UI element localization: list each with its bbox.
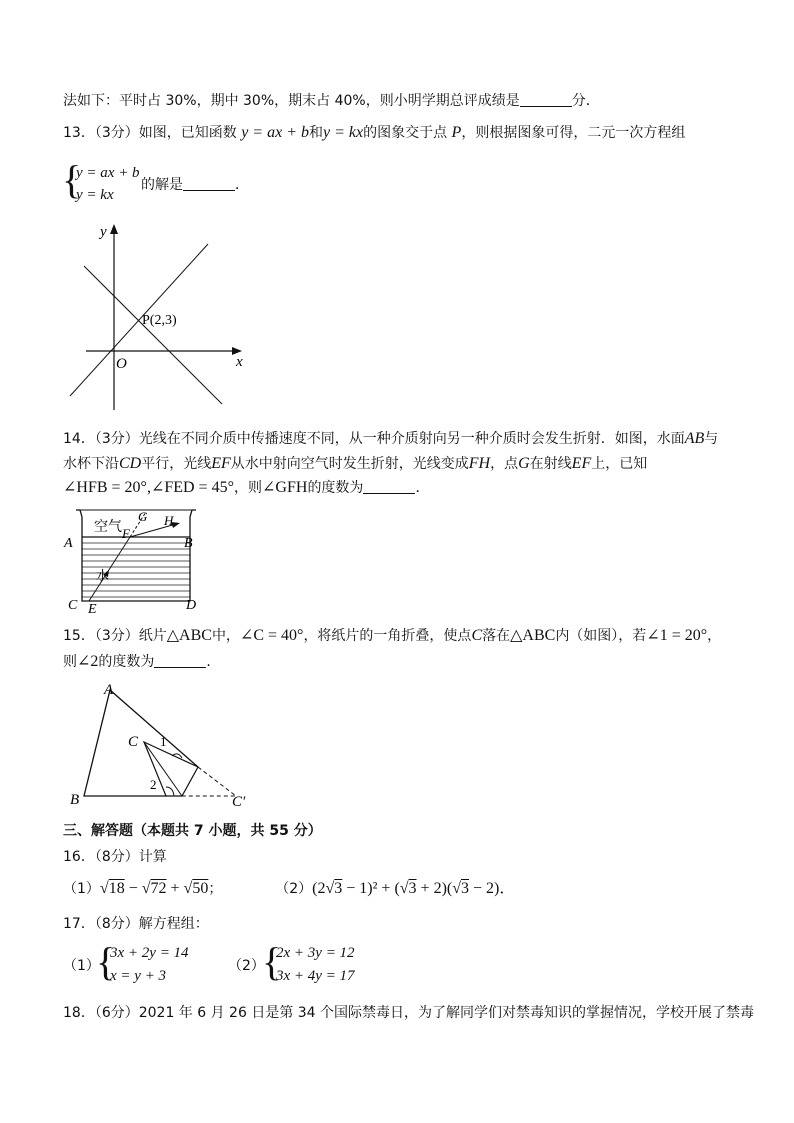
y-label: y <box>100 224 107 240</box>
sqrt-50: 50 <box>192 880 209 897</box>
q16-p2-d: − 2)． <box>473 880 516 897</box>
answer-blank <box>520 91 572 107</box>
q13-func1: y = ax + b <box>241 124 309 141</box>
origin-label: O <box>116 356 127 372</box>
line-kx <box>70 244 208 396</box>
q15-text-1e: 内（如图），若 <box>555 628 647 644</box>
q13-brace: { <box>62 157 82 202</box>
q17-brace-1: { <box>96 939 116 984</box>
sqrt-18: 18 <box>108 880 125 897</box>
q15-angle-1: ∠1 = 20° <box>646 627 708 644</box>
q15-point-c: C <box>471 627 483 644</box>
sqrt-3-a: 3 <box>334 880 343 897</box>
q13-text-a: 13．（3分）如图，已知函数 <box>63 125 237 141</box>
q15-text-1a: 15．（3分）纸片 <box>63 628 167 644</box>
top-line <box>63 91 600 111</box>
q15-triangle-2: △ABC <box>510 627 556 644</box>
label-h: H <box>164 513 174 528</box>
q14-figure <box>62 505 212 615</box>
q16-p2-b: ( <box>394 880 400 897</box>
q14-g: G <box>518 455 530 472</box>
q13-sys-eq2: y = kx <box>76 187 114 203</box>
label-c-prime: C′ <box>232 794 246 810</box>
q14-ask: ∠GFH <box>262 479 308 496</box>
q15-line1 <box>63 626 721 646</box>
q15-text-2b: 的度数为 <box>98 654 155 670</box>
q13-graph <box>60 218 260 418</box>
q14-fh: FH <box>468 455 491 472</box>
label-a: A <box>104 682 114 698</box>
plus-sign: + <box>170 880 180 897</box>
label-b: B <box>70 792 80 808</box>
q17-sys1-eq1: 3x + 2y = 14 <box>110 945 189 961</box>
q14-text-2f: 上，已知 <box>591 456 648 472</box>
q13-point-p: P <box>451 124 462 141</box>
q16-p2-mid: − 1)² + <box>346 880 391 897</box>
q17-part2-label: （2） <box>228 958 265 974</box>
sqrt-3-b: 3 <box>408 880 417 897</box>
label-c: C <box>128 734 139 750</box>
q14-ef2: EF <box>571 455 592 472</box>
q15-text-1b: 中， <box>211 628 240 644</box>
minus-sign: − <box>128 880 138 897</box>
label-b: B <box>184 536 193 551</box>
y-axis-arrow <box>110 224 118 234</box>
q13-tail-text: 的解是 <box>141 177 183 193</box>
q14-text-2d: ，点 <box>490 456 519 472</box>
q14-line3 <box>63 478 429 498</box>
q15-angle-2: ∠2 <box>77 653 99 670</box>
label-d: D <box>186 598 197 613</box>
q14-text-3b: ，则 <box>234 480 263 496</box>
folded-dashed <box>166 767 236 796</box>
q13-and: 和 <box>308 125 323 141</box>
line-ax-b <box>84 266 222 404</box>
label-a: A <box>64 536 73 551</box>
q14-cd: CD <box>119 455 142 472</box>
q13-text-b: 的图象交于点 <box>363 125 448 141</box>
point-p-label: P(2,3) <box>142 313 177 328</box>
triangle-sides <box>84 690 198 796</box>
q15-angle-c: ∠C = 40° <box>239 627 304 644</box>
q17-part1-label: （1） <box>63 958 100 974</box>
q15-dot: ． <box>206 654 221 670</box>
q14-text-3c: 的度数为 <box>307 480 364 496</box>
section-three-title: 三、解答题（本题共 7 小题，共 55 分） <box>63 823 322 839</box>
q14-text-2b: 平行，光线 <box>141 456 212 472</box>
q15-triangle: △ABC <box>166 627 212 644</box>
q14-ef: EF <box>211 455 231 472</box>
label-f: F <box>122 526 130 541</box>
q14-condition: ∠HFB = 20°,∠FED = 45° <box>63 479 235 496</box>
label-c: C <box>68 598 78 613</box>
q15-text-1c: ，将纸片的一角折叠，使点 <box>303 628 472 644</box>
q17-title: 17．（8分）解方程组： <box>63 916 209 932</box>
q17-brace-2: { <box>262 939 282 984</box>
sqrt-72: 72 <box>150 880 167 897</box>
angle-2-label: 2 <box>150 777 157 792</box>
x-label: x <box>236 354 243 370</box>
q13-func2: y = kx <box>322 124 364 141</box>
q14-text-1: 14．（3分）光线在不同介质中传播速度不同，从一种介质射向另一种介质时会发生折射．如图，水面 <box>63 431 685 447</box>
q14-text-2c: 从水中射向空气时发生折射，光线变成 <box>230 456 469 472</box>
q13-dot: ． <box>235 177 249 193</box>
air-label: 空气 <box>94 520 122 535</box>
q14-answer-blank <box>363 478 415 494</box>
q14-text-2a: 水杯下沿 <box>63 456 119 472</box>
q15-text-1d: 落在 <box>482 628 511 644</box>
q13-text-c: ，则根据图象可得，二元一次方程组 <box>461 125 686 141</box>
q17-sys2-eq1: 2x + 3y = 12 <box>276 945 355 961</box>
q15-text-2a: 则 <box>63 654 77 670</box>
q17-sys1-eq2: x = y + 3 <box>110 968 167 984</box>
q13-tail <box>141 175 249 195</box>
top-line-end: 分． <box>571 93 600 109</box>
q15-answer-blank <box>154 652 206 668</box>
label-e: E <box>88 602 97 615</box>
q17-sys2-eq2: 3x + 4y = 17 <box>276 968 355 984</box>
q14-text-2e: 在射线 <box>529 456 572 472</box>
q13-sys-eq1: y = ax + b <box>76 165 140 181</box>
q16-part2-label: （2） <box>275 881 313 897</box>
q16-parts: （1）√18 − √72 + √50； （2）(2√3 − 1)² + (√3 + 2)(√3 − 2)． <box>63 880 516 897</box>
q16-p2-open: (2 <box>312 880 326 897</box>
q14-line1 <box>63 429 718 449</box>
q14-text-1b: 与 <box>704 431 719 447</box>
q18-line: 18．（6分）2021 年 6 月 26 日是第 34 个国际禁毒日，为了解同学们对禁毒知识的掌握情况，学校开展了禁毒 <box>63 1005 755 1021</box>
top-line-text: 法如下：平时占 30%，期中 30%，期末占 40%，则小明学期总评成绩是 <box>63 93 520 109</box>
q14-line2 <box>63 454 647 474</box>
q13-line <box>63 123 685 143</box>
q14-dot: ． <box>415 480 430 496</box>
q15-line2 <box>63 652 220 672</box>
semicolon: ； <box>208 881 223 897</box>
q15-text-1f: ， <box>707 628 722 644</box>
q16-part1-label: （1） <box>63 881 100 897</box>
q15-figure <box>62 680 272 812</box>
q16-title: 16．（8分）计算 <box>63 849 167 865</box>
q13-answer-blank <box>183 175 235 191</box>
q14-ab: AB <box>684 430 705 447</box>
angle-1-label: 1 <box>160 734 167 749</box>
sqrt-3-c: 3 <box>461 880 470 897</box>
angle2-arc <box>166 787 174 796</box>
q16-p2-c: + 2)( <box>420 880 453 897</box>
label-g: G <box>138 509 148 524</box>
water-label: 水 <box>96 568 110 583</box>
